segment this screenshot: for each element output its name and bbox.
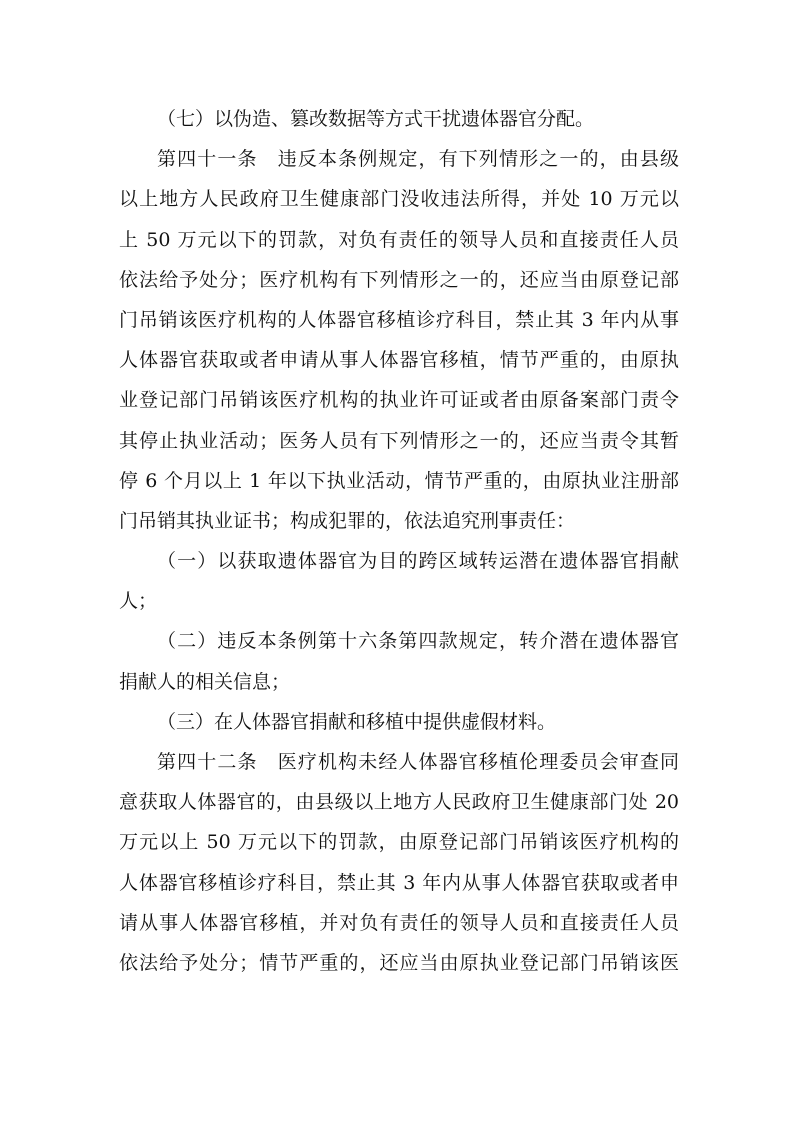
text-line: 门吊销该医疗机构的人体器官移植诊疗科目，禁止其 3 年内从事 [119,308,679,331]
text-line: （七）以伪造、篡改数据等方式干扰遗体器官分配。 [157,108,595,130]
text-line: 依法给予处分；情节严重的，还应当由原执业登记部门吊销该医 [119,951,679,974]
text-line: （一）以获取遗体器官为目的跨区域转运潜在遗体器官捐献 [157,550,679,573]
text-line: 人体器官获取或者申请从事人体器官移植，情节严重的，由原执 [119,349,679,372]
text-line: 上 50 万元以下的罚款，对负有责任的领导人员和直接责任人员 [119,228,679,251]
text-line: （二）违反本条例第十六条第四款规定，转介潜在遗体器官 [157,630,679,653]
text-line: 以上地方人民政府卫生健康部门没收违法所得，并处 10 万元以 [119,188,679,211]
text-line: 人体器官移植诊疗科目，禁止其 3 年内从事人体器官获取或者申 [119,871,679,894]
text-line: 意获取人体器官的，由县级以上地方人民政府卫生健康部门处 20 [119,791,679,814]
text-line: 其停止执业活动；医务人员有下列情形之一的，还应当责令其暂 [119,429,679,452]
text-line: 业登记部门吊销该医疗机构的执业许可证或者由原备案部门责令 [119,389,679,412]
text-line: 万元以上 50 万元以下的罚款，由原登记部门吊销该医疗机构的 [119,831,679,854]
text-line: 第四十二条 医疗机构未经人体器官移植伦理委员会审查同 [157,751,679,773]
text-line: 捐献人的相关信息； [119,670,291,693]
text-line: 第四十一条 违反本条例规定，有下列情形之一的，由县级 [157,148,679,171]
text-line: （三）在人体器官捐献和移植中提供虚假材料。 [157,710,557,733]
text-line: 依法给予处分；医疗机构有下列情形之一的，还应当由原登记部 [119,268,679,291]
document-body [119,99,679,983]
text-line: 请从事人体器官移植，并对负有责任的领导人员和直接责任人员 [119,911,679,934]
text-line: 人； [119,590,158,613]
text-line: 门吊销其执业证书；构成犯罪的，依法追究刑事责任： [119,509,576,532]
text-line: 停 6 个月以上 1 年以下执业活动，情节严重的，由原执业注册部 [119,469,679,492]
